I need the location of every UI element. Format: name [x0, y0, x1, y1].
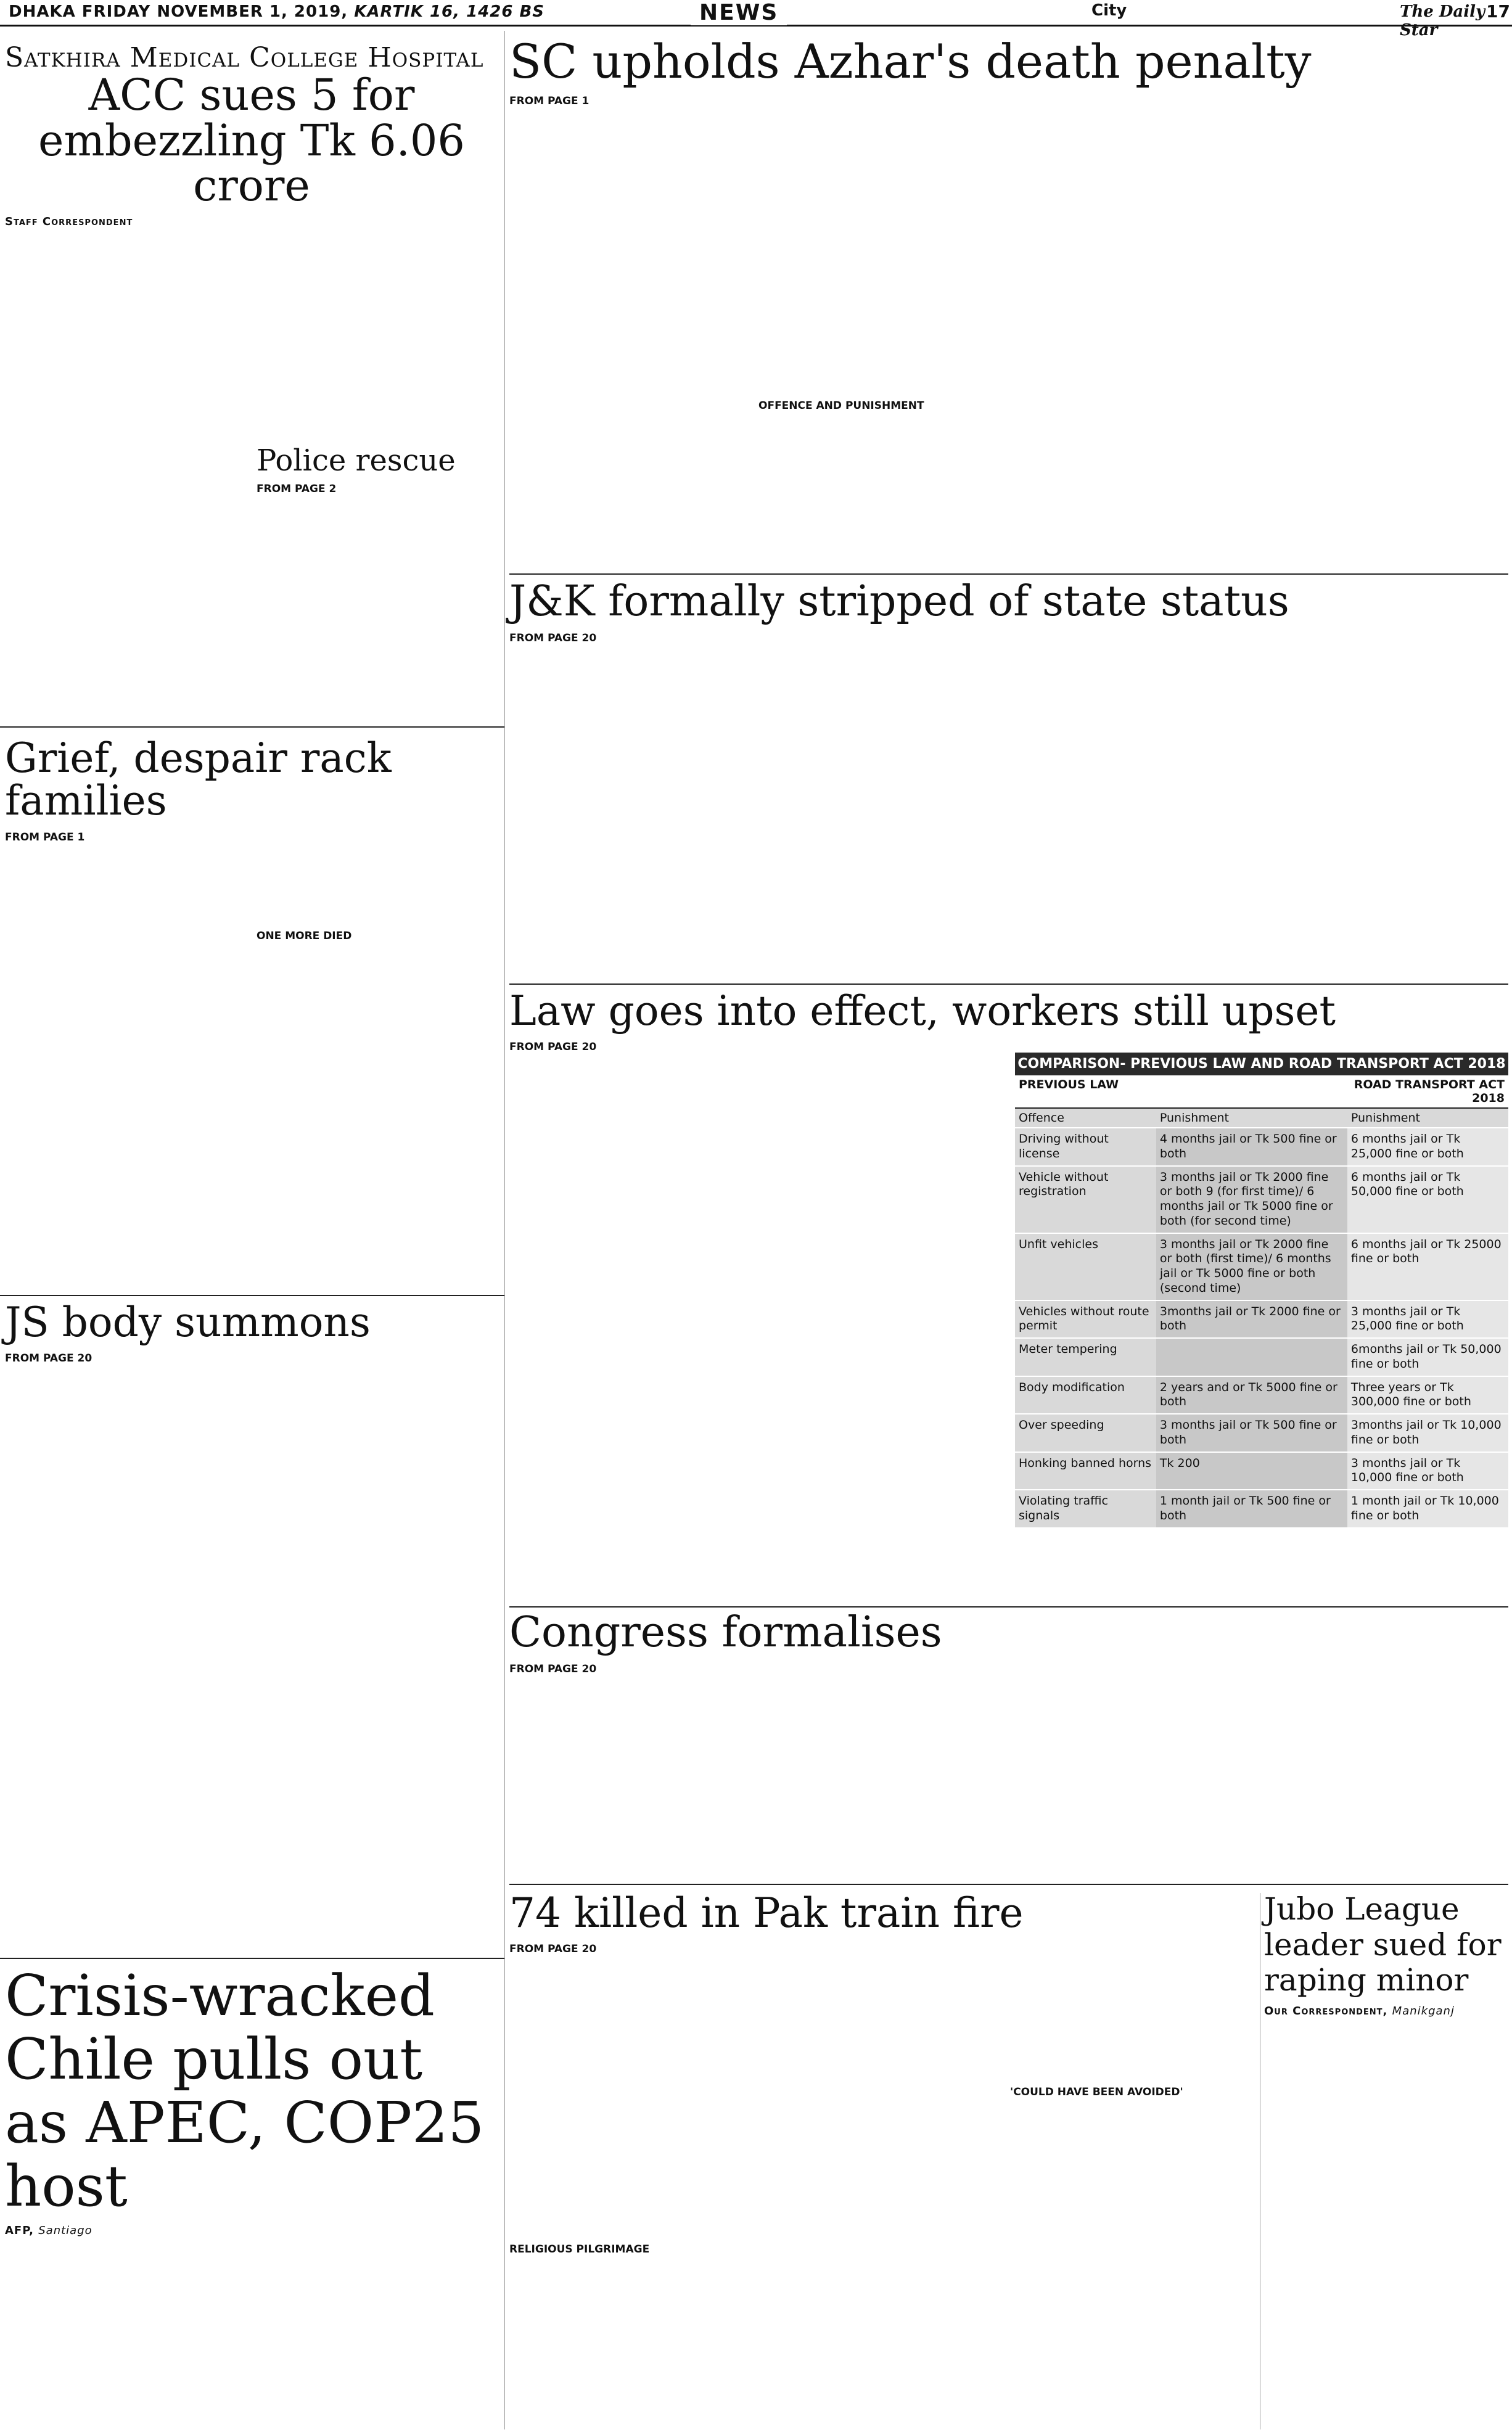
cell-previous-punishment: 3 months jail or Tk 2000 fine or both 9 (for first time)/ 6 months jail or Tk 5000 fine or both (for second time) [1156, 1167, 1347, 1233]
table-title: COMPARISON- PREVIOUS LAW AND ROAD TRANSPORT ACT 2018 [1015, 1053, 1508, 1075]
table-row [1015, 1413, 1508, 1452]
dateline: FROM PAGE 1 [5, 831, 85, 844]
byline: Staff Correspondent [5, 215, 133, 228]
cell-new-punishment: Three years or Tk 300,000 fine or both [1347, 1377, 1508, 1414]
headline: Congress formalises [509, 1608, 942, 1657]
masthead-date [9, 2, 544, 21]
divider [509, 983, 1508, 985]
subhead: 'COULD HAVE BEEN AVOIDED' [1010, 2086, 1183, 2098]
headline: J&K formally stripped of state status [509, 577, 1289, 626]
paper-logo: The Daily Star [1400, 2, 1485, 39]
cell-offence: Vehicles without route permit [1015, 1301, 1156, 1338]
cell-offence: Meter tempering [1015, 1339, 1156, 1376]
masthead-dateline: DHAKA FRIDAY NOVEMBER 1, 2019, [9, 2, 348, 21]
col-offence: Offence [1019, 1111, 1064, 1125]
masthead [0, 0, 1512, 39]
cell-offence: Driving without license [1015, 1128, 1156, 1165]
headline: Law goes into effect, workers still upset [509, 987, 1336, 1035]
dateline: FROM PAGE 1 [509, 94, 590, 107]
divider [0, 1958, 504, 1959]
divider [0, 1295, 504, 1296]
table-body [1015, 1127, 1508, 1527]
story-pak-train [509, 1889, 1255, 2434]
section-label: NEWS [691, 0, 787, 25]
byline-agency: AFP, [5, 2224, 34, 2238]
subhead: OFFENCE AND PUNISHMENT [758, 400, 924, 412]
col-punishment-prev: Punishment [1159, 1111, 1230, 1125]
story-congress [509, 1608, 1508, 1882]
subhead: ONE MORE DIED [257, 930, 352, 942]
story-pak-subheads [509, 2238, 756, 2263]
header-previous-law: PREVIOUS LAW [1019, 1078, 1119, 1091]
dateline: FROM PAGE 20 [509, 1663, 597, 1676]
divider [0, 726, 504, 728]
cell-offence: Vehicle without registration [1015, 1167, 1156, 1233]
story-chile [5, 1963, 498, 2238]
table-row [1015, 1127, 1508, 1165]
headline: 74 killed in Pak train fire [509, 1889, 1024, 1937]
cell-offence: Unfit vehicles [1015, 1234, 1156, 1300]
cell-new-punishment: 6 months jail or Tk 50,000 fine or both [1347, 1167, 1508, 1233]
masthead-bangla-date: KARTIK 16, 1426 BS [354, 2, 545, 21]
col-punishment-new: Punishment [1350, 1111, 1420, 1125]
cell-new-punishment: 6 months jail or Tk 25,000 fine or both [1347, 1128, 1508, 1165]
story-police-rescue [257, 444, 498, 629]
headline: Crisis-wracked Chile pulls out as APEC, COP25 host [5, 1963, 485, 2220]
cell-previous-punishment: 4 months jail or Tk 500 fine or both [1156, 1128, 1347, 1165]
comparison-table [1015, 1053, 1508, 1527]
table-row [1015, 1300, 1508, 1338]
cell-previous-punishment: 3months jail or Tk 2000 fine or both [1156, 1301, 1347, 1338]
headline: Jubo League leader sued for raping minor [1264, 1891, 1502, 1998]
cell-new-punishment: 6 months jail or Tk 25000 fine or both [1347, 1234, 1508, 1300]
divider [509, 1606, 1508, 1608]
header-new-law: ROAD TRANSPORT ACT 2018 [1354, 1078, 1505, 1105]
cell-previous-punishment: 3 months jail or Tk 500 fine or both [1156, 1415, 1347, 1452]
byline-place: Manikganj [1392, 2004, 1455, 2018]
table-row [1015, 1452, 1508, 1490]
dateline: FROM PAGE 20 [509, 1943, 597, 1956]
byline-place: Santiago [38, 2224, 92, 2238]
table-group-header [1015, 1075, 1508, 1109]
table-row [1015, 1337, 1508, 1376]
dateline: FROM PAGE 20 [509, 632, 597, 645]
headline: Grief, despair rack families [5, 734, 392, 825]
table-row [1015, 1233, 1508, 1300]
dateline: FROM PAGE 20 [5, 1352, 92, 1365]
cell-previous-punishment [1156, 1339, 1347, 1376]
kicker: Satkhira Medical College Hospital [5, 42, 484, 73]
headline: SC upholds Azhar's death penalty [509, 34, 1312, 89]
cell-previous-punishment: Tk 200 [1156, 1453, 1347, 1490]
story-jk [509, 577, 1508, 980]
byline [5, 2224, 498, 2237]
story-azhar-subhead [758, 395, 1005, 419]
byline-author: Our Correspondent, [1264, 2004, 1388, 2018]
headline: Police rescue [257, 443, 456, 478]
subhead: RELIGIOUS PILGRIMAGE [509, 2243, 650, 2256]
dateline: FROM PAGE 2 [257, 483, 337, 496]
story-grief [5, 734, 498, 1292]
dateline: FROM PAGE 20 [509, 1041, 597, 1054]
table-row [1015, 1489, 1508, 1527]
cell-previous-punishment: 1 month jail or Tk 500 fine or both [1156, 1490, 1347, 1527]
divider [509, 573, 1508, 575]
cell-offence: Violating traffic signals [1015, 1490, 1156, 1527]
story-grief-subhead [257, 925, 442, 947]
table-column-header [1015, 1109, 1508, 1127]
story-pak-subheads-2 [1010, 2081, 1257, 2106]
table-row [1015, 1165, 1508, 1233]
page-number: 17 [1486, 1, 1510, 22]
byline [1264, 2005, 1508, 2018]
cell-offence: Honking banned horns [1015, 1453, 1156, 1490]
cell-new-punishment: 3 months jail or Tk 25,000 fine or both [1347, 1301, 1508, 1338]
cell-previous-punishment: 2 years and or Tk 5000 fine or both [1156, 1377, 1347, 1414]
subsection-label: City [1091, 1, 1127, 20]
cell-offence: Body modification [1015, 1377, 1156, 1414]
cell-new-punishment: 3months jail or Tk 10,000 fine or both [1347, 1415, 1508, 1452]
cell-new-punishment: 6months jail or Tk 50,000 fine or both [1347, 1339, 1508, 1376]
divider [509, 1884, 1508, 1885]
headline: JS body summons [5, 1299, 371, 1346]
story-js-body [5, 1301, 498, 1955]
story-azhar [509, 34, 1508, 573]
cell-new-punishment: 3 months jail or Tk 10,000 fine or both [1347, 1453, 1508, 1490]
cell-offence: Over speeding [1015, 1415, 1156, 1452]
story-jubo-league [1264, 1892, 1508, 2434]
cell-new-punishment: 1 month jail or Tk 10,000 fine or both [1347, 1490, 1508, 1527]
cell-previous-punishment: 3 months jail or Tk 2000 fine or both (first time)/ 6 months jail or Tk 5000 fine or both (second time) [1156, 1234, 1347, 1300]
headline: ACC sues 5 for embezzling Tk 6.06 crore [38, 70, 465, 211]
column-separator [504, 31, 505, 2429]
table-row [1015, 1376, 1508, 1414]
